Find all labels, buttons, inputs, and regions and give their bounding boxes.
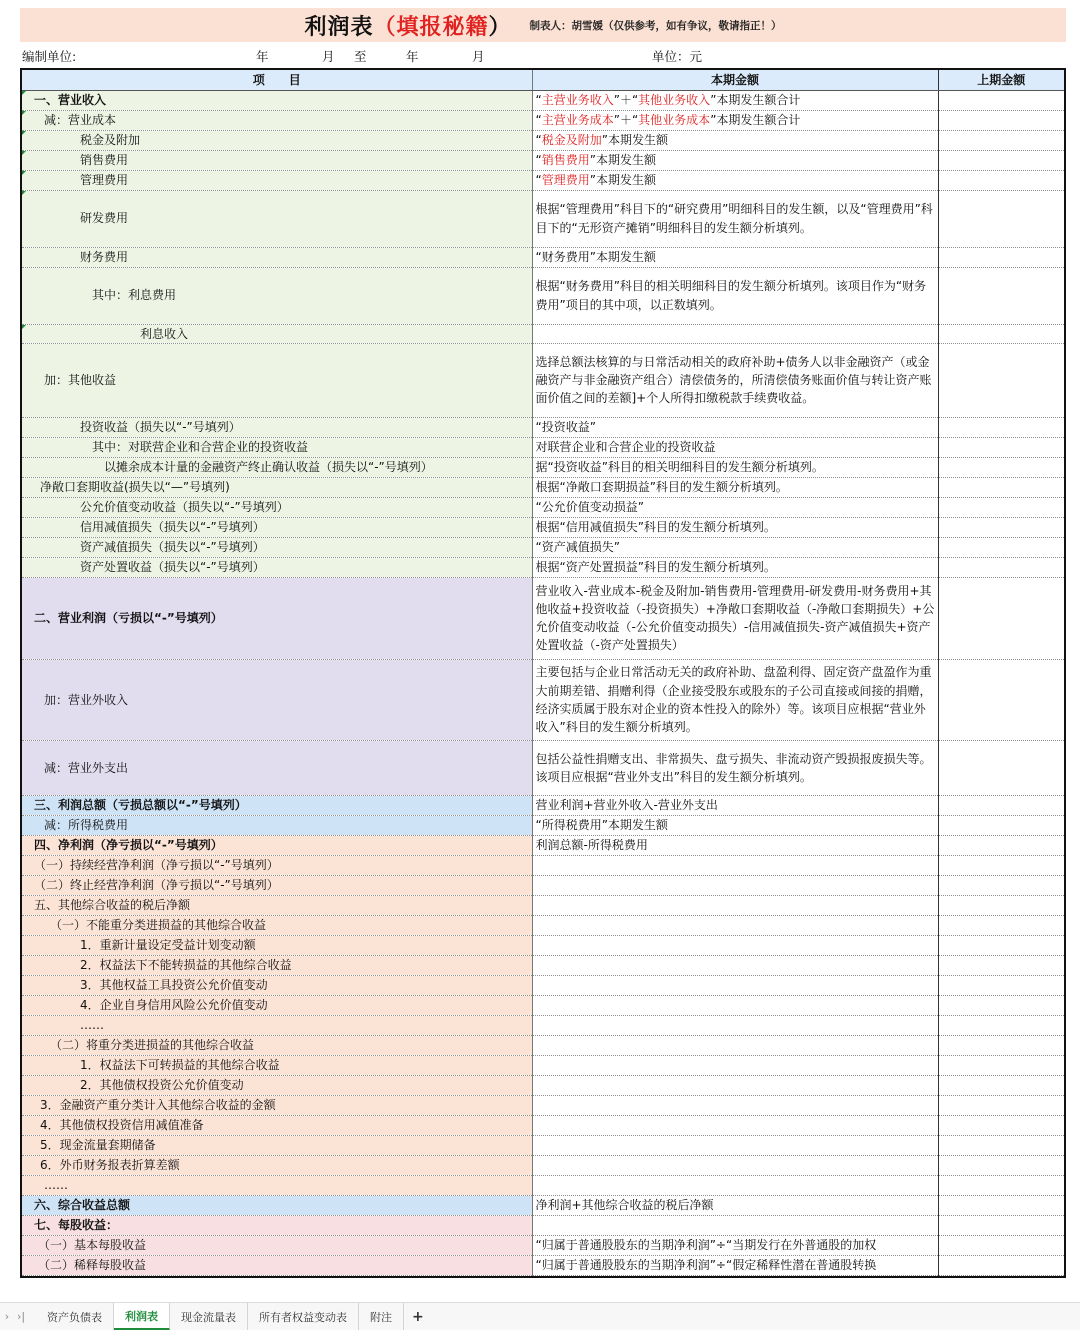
item-cell[interactable]: 以摊余成本计量的金融资产终止确认收益（损失以“-”号填列） (22, 457, 532, 477)
highlighted-account-name: 主营业务收入 (541, 92, 614, 107)
sheet-title-bar (20, 8, 1066, 42)
item-cell[interactable]: 加：其他收益 (22, 343, 532, 417)
previous-amount-cell[interactable] (938, 110, 1064, 130)
formula-text: 对联营企业和合营企业的投资收益 (535, 440, 716, 455)
formula-text: “ (535, 152, 542, 167)
item-cell[interactable]: 1．权益法下可转损益的其他综合收益 (22, 1055, 532, 1075)
sheet-tab-bar (0, 1302, 1080, 1330)
table-row (22, 815, 1064, 835)
table-row (22, 995, 1064, 1015)
previous-amount-cell[interactable] (938, 1135, 1064, 1155)
table-row (22, 1235, 1064, 1255)
formula-text: “财务费用”本期发生额 (535, 249, 656, 264)
table-row (22, 557, 1064, 577)
header-previous[interactable]: 上期金额 (938, 70, 1064, 90)
formula-text: 根据“资产处置损益”科目的发生额分析填列。 (535, 560, 776, 575)
current-amount-cell[interactable] (532, 1075, 938, 1095)
current-amount-cell[interactable] (532, 1055, 938, 1075)
formula-text: “ (535, 172, 542, 187)
current-amount-cell[interactable] (532, 895, 938, 915)
sheet-tab[interactable]: 附注 (359, 1303, 404, 1330)
formula-text: “ (535, 92, 542, 107)
formula-text: ”本期发生额合计 (710, 112, 801, 127)
item-cell[interactable]: 二、营业利润（亏损以“-”号填列） (22, 577, 532, 659)
previous-amount-cell[interactable] (938, 1115, 1064, 1135)
formula-text: 根据“管理费用”科目下的“研究费用”明细科目的发生额，以及“管理费用”科目下的“无形资产摊销”明细科目的发生额分析填列。 (535, 202, 933, 235)
table-row (22, 437, 1064, 457)
previous-amount-cell[interactable] (938, 915, 1064, 935)
previous-amount-cell[interactable] (938, 1055, 1064, 1075)
current-amount-cell[interactable] (532, 324, 938, 343)
sheet-tab[interactable]: 所有者权益变动表 (248, 1303, 359, 1330)
current-amount-cell[interactable] (532, 517, 938, 537)
formula-text: ”本期发生额 (589, 172, 656, 187)
table-row (22, 90, 1064, 110)
previous-amount-cell[interactable] (938, 190, 1064, 247)
item-cell[interactable]: 财务费用 (22, 247, 532, 267)
previous-amount-cell[interactable] (938, 1155, 1064, 1175)
highlighted-account-name: 税金及附加 (541, 132, 602, 147)
previous-amount-cell[interactable] (938, 90, 1064, 110)
item-cell[interactable]: 净敞口套期收益(损失以“—”号填列) (22, 477, 532, 497)
current-amount-cell[interactable] (532, 537, 938, 557)
previous-amount-cell[interactable] (938, 1095, 1064, 1115)
current-amount-cell[interactable] (532, 267, 938, 324)
scroll-left-icon[interactable]: › (4, 1310, 10, 1323)
previous-amount-cell[interactable] (938, 740, 1064, 795)
table-row (22, 955, 1064, 975)
previous-amount-cell[interactable] (938, 935, 1064, 955)
previous-amount-cell[interactable] (938, 170, 1064, 190)
table-row (22, 895, 1064, 915)
item-cell[interactable]: 一、营业收入 (22, 90, 532, 110)
item-cell[interactable]: 信用减值损失（损失以“-”号填列） (22, 517, 532, 537)
previous-amount-cell[interactable] (938, 995, 1064, 1015)
current-amount-cell[interactable] (532, 1115, 938, 1135)
item-cell[interactable]: 2．其他债权投资公允价值变动 (22, 1075, 532, 1095)
current-amount-cell[interactable] (532, 1095, 938, 1115)
table-row (22, 740, 1064, 795)
table-row (22, 659, 1064, 740)
item-cell[interactable]: 4．其他债权投资信用减值准备 (22, 1115, 532, 1135)
highlighted-account-name: 销售费用 (541, 152, 590, 167)
item-cell[interactable]: 3．金融资产重分类计入其他综合收益的金额 (22, 1095, 532, 1115)
current-amount-cell[interactable] (532, 477, 938, 497)
table-row (22, 1035, 1064, 1055)
formula-text: “ (535, 112, 542, 127)
item-cell[interactable]: 三、利润总额（亏损总额以“-”号填列） (22, 795, 532, 815)
current-amount-cell[interactable] (532, 557, 938, 577)
previous-amount-cell[interactable] (938, 267, 1064, 324)
formula-text: 净利润+其他综合收益的税后净额 (535, 1198, 714, 1213)
author-note: 制表人：胡雪媛（仅供参考，如有争议，敬请指正！） (529, 19, 782, 32)
formula-text: ”本期发生额合计 (710, 92, 801, 107)
current-amount-cell[interactable] (532, 577, 938, 659)
formula-text: ”本期发生额 (589, 152, 656, 167)
current-amount-cell[interactable] (532, 437, 938, 457)
previous-amount-cell[interactable] (938, 477, 1064, 497)
table-row (22, 875, 1064, 895)
current-amount-cell[interactable] (532, 855, 938, 875)
formula-text: 营业收入-营业成本-税金及附加-销售费用-管理费用-研发费用-财务费用+其他收益+投资收益（-投资损失）+净敞口套期收益（-净敞口套期损失）+公允价值变动收益（-公允价值变动损失）-信用减值损失-资产减值损失+资产处置收益（-资产处置损失） (535, 583, 935, 653)
item-cell[interactable]: （一）不能重分类进损益的其他综合收益 (22, 915, 532, 935)
item-cell[interactable]: 税金及附加 (22, 130, 532, 150)
item-cell[interactable]: 减：所得税费用 (22, 815, 532, 835)
table-row (22, 517, 1064, 537)
formula-text: 包括公益性捐赠支出、非常损失、盘亏损失、非流动资产毁损报废损失等。该项目应根据“营业外支出”科目的发生额分析填列。 (535, 751, 932, 784)
table-row (22, 150, 1064, 170)
table-row (22, 1115, 1064, 1135)
current-amount-cell[interactable] (532, 1175, 938, 1195)
table-row (22, 343, 1064, 417)
formula-text: ”＋“ (613, 112, 639, 127)
formula-text: 主要包括与企业日常活动无关的政府补助、盘盈利得、固定资产盘盈作为重大前期差错、捐赠利得（企业接受股东或股东的子公司直接或间接的捐赠，经济实质属于股东对企业的资本性投入的除外）等。该项目应根据“营业外收入”科目的发生额分析填列。 (535, 665, 932, 734)
previous-amount-cell[interactable] (938, 577, 1064, 659)
table-row (22, 1135, 1064, 1155)
table-row (22, 1075, 1064, 1095)
current-amount-cell[interactable] (532, 1195, 938, 1215)
table-row (22, 247, 1064, 267)
current-amount-cell[interactable] (532, 935, 938, 955)
formula-text: 选择总额法核算的与日常活动相关的政府补助+债务人以非金融资产（或金融资产与非金融资产组合）清偿债务的，所清偿债务账面价值与转让资产账面价值之间的差额]+个人所得扣缴税款手续费收益。 (535, 354, 932, 406)
current-amount-cell[interactable] (532, 343, 938, 417)
item-cell[interactable]: 销售费用 (22, 150, 532, 170)
current-amount-cell[interactable] (532, 110, 938, 130)
table-row (22, 915, 1064, 935)
item-cell[interactable]: 加：营业外收入 (22, 659, 532, 740)
previous-amount-cell[interactable] (938, 517, 1064, 537)
item-cell[interactable]: 公允价值变动收益（损失以“-”号填列） (22, 497, 532, 517)
previous-amount-cell[interactable] (938, 130, 1064, 150)
previous-amount-cell[interactable] (938, 457, 1064, 477)
table-row (22, 935, 1064, 955)
formula-text: “归属于普通股股东的当期净利润”÷“当期发行在外普通股的加权 (535, 1238, 877, 1253)
item-cell[interactable]: 投资收益（损失以“-”号填列） (22, 417, 532, 437)
formula-text: 营业利润+营业外收入-营业外支出 (535, 798, 718, 813)
current-amount-cell[interactable] (532, 659, 938, 740)
item-cell[interactable]: （二）终止经营净利润（净亏损以“-”号填列） (22, 875, 532, 895)
header-item[interactable]: 项 目 (22, 70, 532, 90)
table-row (22, 324, 1064, 343)
sheet-tab-active[interactable]: 利润表 (114, 1303, 170, 1330)
current-amount-cell[interactable] (532, 995, 938, 1015)
table-row (22, 537, 1064, 557)
previous-amount-cell[interactable] (938, 1215, 1064, 1235)
current-amount-cell[interactable] (532, 497, 938, 517)
table-row (22, 170, 1064, 190)
table-row (22, 855, 1064, 875)
currency-label: 单位：元 (652, 49, 703, 64)
current-amount-cell[interactable] (532, 190, 938, 247)
previous-amount-cell[interactable] (938, 437, 1064, 457)
table-row (22, 1195, 1064, 1215)
company-label: 编制单位: (22, 49, 77, 64)
current-amount-cell[interactable] (532, 130, 938, 150)
current-amount-cell[interactable] (532, 835, 938, 855)
current-amount-cell[interactable] (532, 1255, 938, 1275)
formula-text: ”本期发生额 (601, 132, 668, 147)
year-label-2: 年 (406, 49, 419, 64)
table-row (22, 267, 1064, 324)
previous-amount-cell[interactable] (938, 557, 1064, 577)
previous-amount-cell[interactable] (938, 1195, 1064, 1215)
table-row (22, 577, 1064, 659)
previous-amount-cell[interactable] (938, 855, 1064, 875)
table-row (22, 497, 1064, 517)
table-row (22, 795, 1064, 815)
previous-amount-cell[interactable] (938, 1255, 1064, 1275)
formula-text: 根据“净敞口套期损益”科目的发生额分析填列。 (535, 480, 788, 495)
highlighted-account-name: 其他业务收入 (638, 92, 711, 107)
table-row (22, 1015, 1064, 1035)
current-amount-cell[interactable] (532, 815, 938, 835)
item-cell[interactable]: 研发费用 (22, 190, 532, 247)
formula-text: “投资收益” (535, 420, 596, 435)
previous-amount-cell[interactable] (938, 835, 1064, 855)
item-cell[interactable]: （二）稀释每股收益 (22, 1255, 532, 1275)
current-amount-cell[interactable] (532, 1215, 938, 1235)
table-row (22, 130, 1064, 150)
header-current[interactable]: 本期金额 (532, 70, 938, 90)
item-cell[interactable]: 管理费用 (22, 170, 532, 190)
current-amount-cell[interactable] (532, 875, 938, 895)
item-cell[interactable]: 2．权益法下不能转损益的其他综合收益 (22, 955, 532, 975)
table-row (22, 477, 1064, 497)
item-cell[interactable]: 资产减值损失（损失以“-”号填列） (22, 537, 532, 557)
current-amount-cell[interactable] (532, 417, 938, 437)
add-sheet-icon[interactable]: + (412, 1308, 424, 1325)
item-cell[interactable]: 6．外币财务报表折算差额 (22, 1155, 532, 1175)
previous-amount-cell[interactable] (938, 417, 1064, 437)
previous-amount-cell[interactable] (938, 247, 1064, 267)
current-amount-cell[interactable] (532, 1035, 938, 1055)
highlighted-account-name: 其他业务成本 (638, 112, 711, 127)
table-row (22, 190, 1064, 247)
formula-text: “资产减值损失” (535, 540, 620, 555)
sheet-tab[interactable]: 现金流量表 (170, 1303, 248, 1330)
previous-amount-cell[interactable] (938, 1015, 1064, 1035)
item-cell[interactable]: 减：营业成本 (22, 110, 532, 130)
formula-text: 据“投资收益”科目的相关明细科目的发生额分析填列。 (535, 460, 824, 475)
current-amount-cell[interactable] (532, 1235, 938, 1255)
previous-amount-cell[interactable] (938, 497, 1064, 517)
previous-amount-cell[interactable] (938, 975, 1064, 995)
formula-text: “归属于普通股股东的当期净利润”÷“假定稀释性潜在普通股转换 (535, 1258, 877, 1273)
table-row (22, 835, 1064, 855)
formula-text: 根据“财务费用”科目的相关明细科目的发生额分析填列。该项目作为“财务费用”项目的其中项，以正数填列。 (535, 279, 927, 312)
previous-amount-cell[interactable] (938, 537, 1064, 557)
item-cell[interactable]: 5．现金流量套期储备 (22, 1135, 532, 1155)
current-amount-cell[interactable] (532, 975, 938, 995)
previous-amount-cell[interactable] (938, 1175, 1064, 1195)
previous-amount-cell[interactable] (938, 1075, 1064, 1095)
table-row (22, 457, 1064, 477)
item-cell[interactable]: 1．重新计量设定受益计划变动额 (22, 935, 532, 955)
current-amount-cell[interactable] (532, 170, 938, 190)
current-amount-cell[interactable] (532, 955, 938, 975)
item-cell[interactable]: 3．其他权益工具投资公允价值变动 (22, 975, 532, 995)
previous-amount-cell[interactable] (938, 343, 1064, 417)
month-label-1: 月 (322, 49, 335, 64)
current-amount-cell[interactable] (532, 1135, 938, 1155)
formula-text: 根据“信用减值损失”科目的发生额分析填列。 (535, 520, 776, 535)
item-cell[interactable]: 其中：对联营企业和合营企业的投资收益 (22, 437, 532, 457)
table-row (22, 1255, 1064, 1275)
previous-amount-cell[interactable] (938, 659, 1064, 740)
sheet-tab[interactable]: 资产负债表 (36, 1303, 114, 1330)
income-statement-table (20, 68, 1066, 1278)
current-amount-cell[interactable] (532, 457, 938, 477)
current-amount-cell[interactable] (532, 1015, 938, 1035)
table-row (22, 1055, 1064, 1075)
current-amount-cell[interactable] (532, 740, 938, 795)
table-row (22, 1175, 1064, 1195)
year-label-1: 年 (256, 49, 269, 64)
item-cell[interactable]: （一）持续经营净利润（净亏损以“-”号填列） (22, 855, 532, 875)
item-cell[interactable]: …… (22, 1175, 532, 1195)
item-cell[interactable]: 四、净利润（净亏损以“-”号填列） (22, 835, 532, 855)
item-cell[interactable]: 资产处置收益（损失以“-”号填列） (22, 557, 532, 577)
current-amount-cell[interactable] (532, 1155, 938, 1175)
formula-text: 利润总额-所得税费用 (535, 838, 648, 853)
item-cell[interactable]: …… (22, 1015, 532, 1035)
table-row (22, 110, 1064, 130)
item-cell[interactable]: （一）基本每股收益 (22, 1235, 532, 1255)
item-cell[interactable]: 减：营业外支出 (22, 740, 532, 795)
current-amount-cell[interactable] (532, 915, 938, 935)
previous-amount-cell[interactable] (938, 1235, 1064, 1255)
previous-amount-cell[interactable] (938, 875, 1064, 895)
item-cell[interactable]: 其中：利息费用 (22, 267, 532, 324)
current-amount-cell[interactable] (532, 90, 938, 110)
previous-amount-cell[interactable] (938, 955, 1064, 975)
item-cell[interactable]: 七、每股收益： (22, 1215, 532, 1235)
previous-amount-cell[interactable] (938, 895, 1064, 915)
unit-row (22, 47, 1066, 65)
previous-amount-cell[interactable] (938, 324, 1064, 343)
item-cell[interactable]: 六、综合收益总额 (22, 1195, 532, 1215)
table-row (22, 1095, 1064, 1115)
formula-text: “ (535, 132, 542, 147)
highlighted-account-name: 主营业务成本 (541, 112, 614, 127)
item-cell[interactable]: 4．企业自身信用风险公允价值变动 (22, 995, 532, 1015)
scroll-end-icon[interactable]: ›| (16, 1310, 26, 1323)
formula-text: ”＋“ (613, 92, 639, 107)
month-label-2: 月 (472, 49, 485, 64)
previous-amount-cell[interactable] (938, 815, 1064, 835)
current-amount-cell[interactable] (532, 795, 938, 815)
previous-amount-cell[interactable] (938, 795, 1064, 815)
item-cell[interactable]: 利息收入 (22, 324, 532, 343)
table-row (22, 417, 1064, 437)
highlighted-account-name: 管理费用 (541, 172, 590, 187)
previous-amount-cell[interactable] (938, 150, 1064, 170)
to-label: 至 (354, 49, 367, 64)
previous-amount-cell[interactable] (938, 1035, 1064, 1055)
formula-text: “所得税费用”本期发生额 (535, 818, 668, 833)
table-row (22, 1155, 1064, 1175)
sheet-title: 利润表（填报秘籍） (304, 14, 512, 40)
table-row (22, 975, 1064, 995)
table-row (22, 1215, 1064, 1235)
current-amount-cell[interactable] (532, 150, 938, 170)
item-cell[interactable]: 五、其他综合收益的税后净额 (22, 895, 532, 915)
current-amount-cell[interactable] (532, 247, 938, 267)
formula-text: “公允价值变动损益” (535, 500, 644, 515)
item-cell[interactable]: （二）将重分类进损益的其他综合收益 (22, 1035, 532, 1055)
